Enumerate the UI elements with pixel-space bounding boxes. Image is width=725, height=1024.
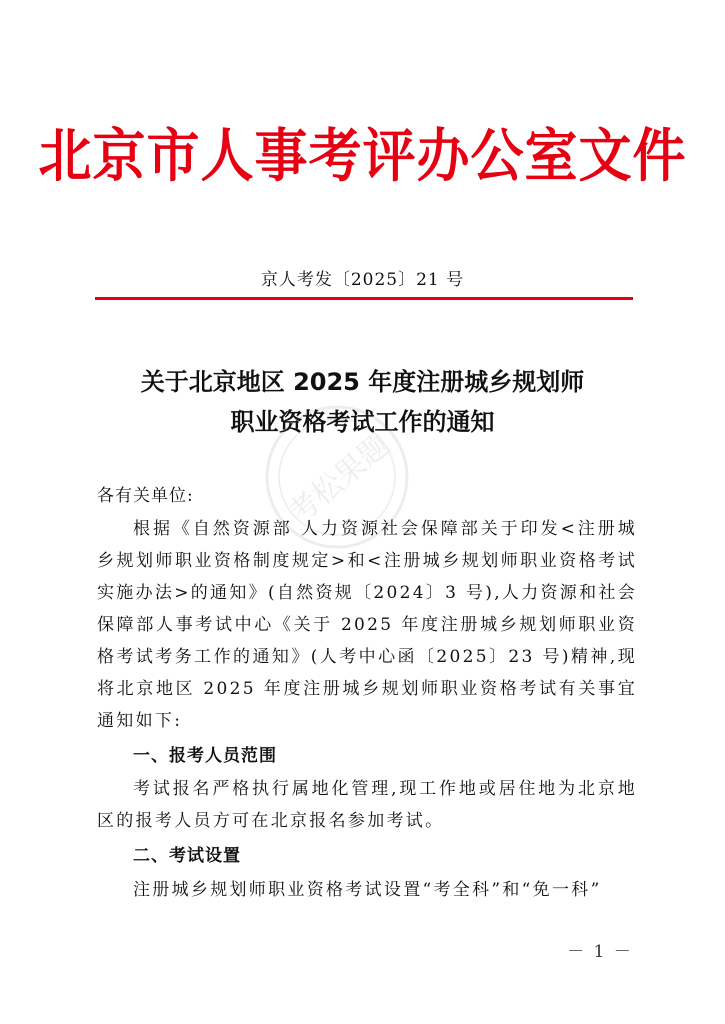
document-number: 京人考发〔2025〕21 号 [260,270,465,290]
section-heading-1: 一、报考人员范围 [133,746,277,766]
watermark-text: 考松果题 [282,427,397,532]
document-title-line-2: 职业资格考试工作的通知 [230,408,495,436]
salutation: 各有关单位: [97,486,194,506]
document-title-line-1: 关于北京地区 2025 年度注册城乡规划师 [140,368,585,396]
red-divider-line [95,297,633,300]
section-heading-2: 二、考试设置 [133,846,241,866]
paragraph-intro: 根据《自然资源部 人力资源社会保障部关于印发<注册城乡规划师职业资格制度规定>和<注册城乡规划师职业资格考试实施办法>的通知》(自然资规〔2024〕3 号),人力资源和社会保障部人事考试中心《关于 2025 年度注册城乡规划师职业资格考试考务工作的通知》(人考中心函〔2025〕23 号)精神,现将北京地区 2025 年度注册城乡规划师职业资格考试有关事宜通知如下: [97,519,637,731]
page-number: － 1 － [567,942,633,962]
issuer-title: 北京市人事考评办公室文件 [38,123,687,190]
paragraph-section-1: 考试报名严格执行属地化管理,现工作地或居住地为北京地区的报考人员方可在北京报名参加考试。 [97,779,637,831]
paragraph-section-2: 注册城乡规划师职业资格考试设置“考全科”和“免一科” [133,880,602,900]
